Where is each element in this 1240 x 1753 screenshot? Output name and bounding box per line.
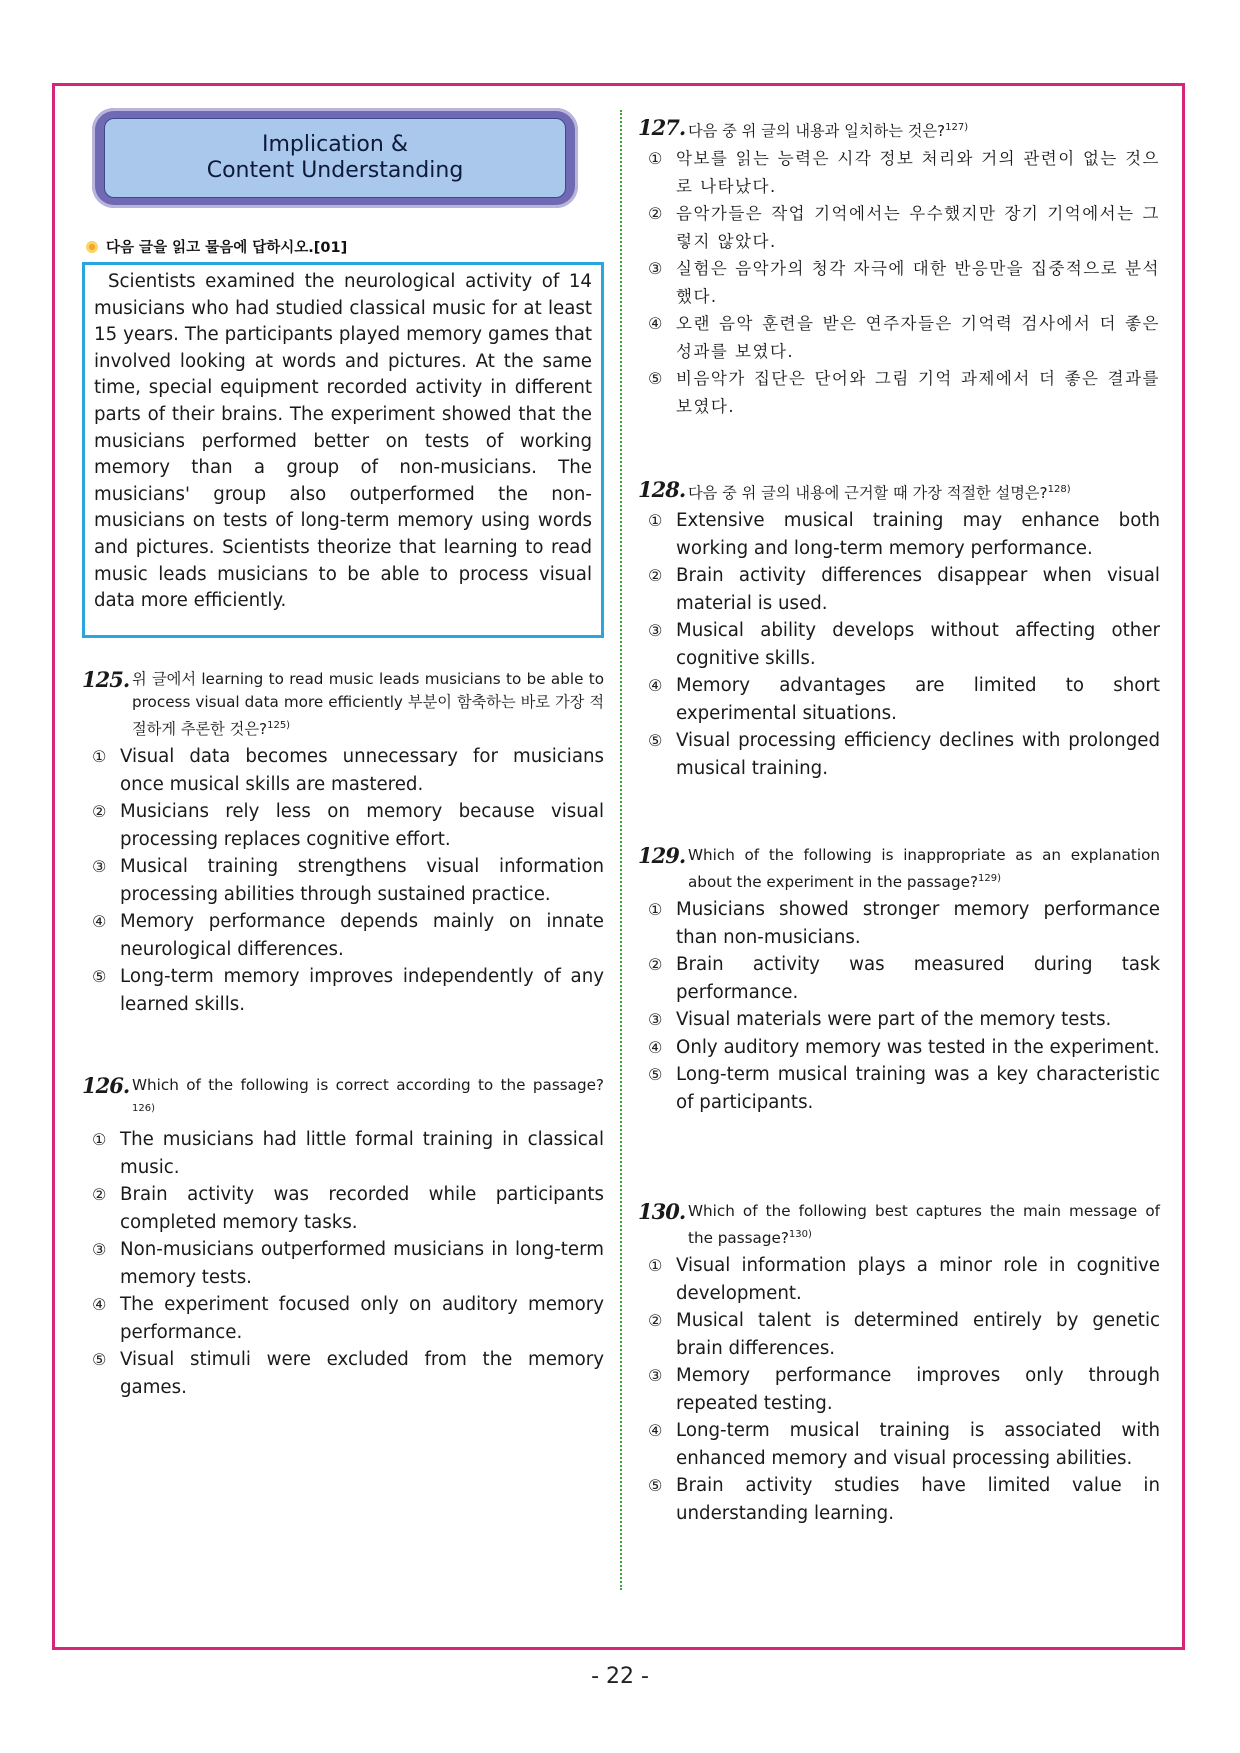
option-marker: ⑤ [648, 1065, 663, 1085]
option-text: Musical talent is determined entirely by genetic brain differences. [676, 1310, 1160, 1359]
answer-options [638, 145, 1160, 420]
banner-title: Implication & Content Understanding [104, 118, 566, 198]
option-text: Visual data becomes unnecessary for musicians once musical skills are mastered. [120, 746, 604, 795]
answer-option-2[interactable] [82, 798, 604, 853]
question-prompt-text: 다음 중 위 글의 내용에 근거할 때 가장 적절한 설명은? [688, 484, 1048, 503]
question-footnote-ref: 126) [132, 1103, 155, 1114]
answer-option-1[interactable] [82, 743, 604, 798]
option-text: 오랜 음악 훈련을 받은 연주자들은 기억력 검사에서 더 좋은 성과를 보였다. [676, 314, 1160, 361]
answer-option-4[interactable] [638, 310, 1160, 365]
answer-option-4[interactable] [638, 672, 1160, 727]
option-text: Visual information plays a minor role in cognitive development. [676, 1255, 1160, 1304]
question-129 [638, 844, 1160, 1116]
option-marker: ② [648, 204, 664, 224]
answer-options [82, 1126, 604, 1401]
option-text: Musical training strengthens visual information processing abilities through sustained practice. [120, 856, 604, 905]
answer-option-1[interactable] [638, 145, 1160, 200]
option-marker: ① [648, 900, 663, 920]
option-text: Musicians rely less on memory because visual processing replaces cognitive effort. [120, 801, 604, 850]
question-prompt [132, 1074, 604, 1124]
option-text: Musicians showed stronger memory performance than non-musicians. [676, 899, 1160, 948]
option-marker: ② [92, 802, 107, 822]
option-text: The experiment focused only on auditory memory performance. [120, 1294, 604, 1343]
question-header [638, 1200, 1160, 1250]
answer-option-2[interactable] [638, 1307, 1160, 1362]
answer-option-5[interactable] [638, 727, 1160, 782]
answer-options [638, 507, 1160, 782]
answer-option-3[interactable] [638, 1006, 1160, 1034]
answer-option-4[interactable] [638, 1417, 1160, 1472]
option-text: Only auditory memory was tested in the experiment. [676, 1036, 1160, 1058]
option-marker: ① [648, 1256, 663, 1276]
option-marker: ④ [648, 314, 664, 334]
answer-option-4[interactable] [638, 1034, 1160, 1062]
option-text: 악보를 읽는 능력은 시각 정보 처리와 거의 관련이 없는 것으로 나타났다. [676, 149, 1160, 196]
option-marker: ① [92, 1130, 107, 1150]
question-footnote-ref: 130) [788, 1229, 812, 1240]
answer-option-2[interactable] [638, 951, 1160, 1006]
option-text: Long-term musical training was a key characteristic of participants. [676, 1064, 1160, 1113]
question-127 [638, 116, 1160, 420]
option-marker: ② [648, 955, 663, 975]
answer-option-3[interactable] [638, 1362, 1160, 1417]
option-marker: ① [648, 149, 664, 169]
answer-option-2[interactable] [638, 200, 1160, 255]
question-prompt [688, 478, 1160, 505]
question-header [638, 116, 1160, 143]
option-text: Memory performance improves only through repeated testing. [676, 1365, 1160, 1414]
question-footnote-ref: 127) [945, 122, 969, 133]
answer-option-5[interactable] [638, 1472, 1160, 1527]
option-marker: ⑤ [648, 731, 663, 751]
option-text: Visual stimuli were excluded from the memory games. [120, 1349, 604, 1398]
option-marker: ③ [648, 1366, 663, 1386]
option-marker: ④ [648, 1037, 663, 1057]
answer-option-4[interactable] [82, 908, 604, 963]
answer-option-5[interactable] [638, 1061, 1160, 1116]
question-prompt [688, 844, 1160, 894]
option-marker: ⑤ [648, 1476, 663, 1496]
question-number: 129. [638, 843, 686, 868]
question-number: 130. [638, 1199, 686, 1224]
option-text: Long-term memory improves independently of any learned skills. [120, 966, 604, 1015]
option-text: Visual materials were part of the memory tests. [676, 1009, 1112, 1031]
option-marker: ① [648, 511, 663, 531]
question-number: 126. [82, 1073, 130, 1098]
question-prompt [688, 1200, 1160, 1250]
option-text: Musical ability develops without affecting other cognitive skills. [676, 620, 1160, 669]
answer-option-2[interactable] [82, 1181, 604, 1236]
option-marker: ④ [92, 1295, 107, 1315]
answer-options [638, 1252, 1160, 1527]
option-text: Non-musicians outperformed musicians in long-term memory tests. [120, 1239, 604, 1288]
option-text: Brain activity differences disappear when visual material is used. [676, 565, 1160, 614]
question-number: 128. [638, 477, 686, 502]
question-prompt-text: Which of the following is inappropriate as an explanation about the experiment in the passage? [688, 846, 1160, 892]
reading-passage: Scientists examined the neurological activity of 14 musicians who had studied classical music for at least 15 years. The participants played memory games that involved looking at words and pictures. At the same time, special equipment recorded activity in different parts of their brains. The experiment showed that the musicians performed better on tests of working memory than a group of non-musicians. The musicians' group also outperformed the non-musicians on tests of long-term memory using words and pictures. Scientists theorize that learning to read music leads musicians to be able to process visual data more efficiently. [82, 262, 604, 638]
option-text: The musicians had little formal training in classical music. [120, 1129, 604, 1178]
question-header [82, 668, 604, 741]
question-footnote-ref: 128) [1047, 484, 1071, 495]
question-number: 125. [82, 667, 130, 692]
answer-option-1[interactable] [638, 507, 1160, 562]
option-text: Brain activity studies have limited value in understanding learning. [676, 1475, 1160, 1524]
option-text: Memory performance depends mainly on innate neurological differences. [120, 911, 604, 960]
question-header [82, 1074, 604, 1124]
answer-option-1[interactable] [638, 896, 1160, 951]
question-130 [638, 1200, 1160, 1527]
option-marker: ② [648, 1311, 663, 1331]
question-prompt-text: Which of the following best captures the main message of the passage? [688, 1202, 1160, 1248]
option-marker: ⑤ [92, 967, 107, 987]
question-prompt [688, 116, 1160, 143]
answer-option-4[interactable] [82, 1291, 604, 1346]
option-marker: ⑤ [92, 1350, 107, 1370]
option-text: Brain activity was measured during task performance. [676, 954, 1160, 1003]
option-text: Brain activity was recorded while participants completed memory tasks. [120, 1184, 604, 1233]
page-number: - 22 - [591, 1664, 649, 1689]
answer-option-5[interactable] [82, 963, 604, 1018]
question-number: 127. [638, 115, 686, 140]
option-marker: ① [92, 747, 107, 767]
question-prompt-text: 다음 중 위 글의 내용과 일치하는 것은? [688, 122, 946, 141]
column-divider [620, 110, 622, 1590]
option-text: Memory advantages are limited to short experimental situations. [676, 675, 1160, 724]
flower-icon [84, 239, 100, 255]
answer-option-1[interactable] [82, 1126, 604, 1181]
question-prompt-text: 위 글에서 learning to read music leads musicians to be able to process visual data more efficiently 부분이 함축하는 바로 가장 적절하게 추론한 것은? [132, 670, 604, 739]
question-126 [82, 1074, 604, 1401]
answer-option-1[interactable] [638, 1252, 1160, 1307]
option-text: Extensive musical training may enhance both working and long-term memory performance. [676, 510, 1160, 559]
question-footnote-ref: 125) [267, 720, 291, 731]
option-text: Visual processing efficiency declines with prolonged musical training. [676, 730, 1160, 779]
instruction [84, 236, 347, 257]
question-header [638, 844, 1160, 894]
option-marker: ④ [648, 1421, 663, 1441]
option-marker: ③ [648, 259, 664, 279]
answer-option-5[interactable] [638, 365, 1160, 420]
option-marker: ③ [92, 857, 107, 877]
option-marker: ② [92, 1185, 107, 1205]
question-prompt [132, 668, 604, 741]
option-marker: ④ [648, 676, 663, 696]
answer-option-3[interactable] [638, 255, 1160, 310]
option-text: 비음악가 집단은 단어와 그림 기억 과제에서 더 좋은 결과를 보였다. [676, 369, 1160, 416]
option-marker: ③ [648, 1010, 663, 1030]
instruction-text: 다음 글을 읽고 물음에 답하시오.[01] [106, 240, 348, 256]
option-marker: ② [648, 566, 663, 586]
option-text: 음악가들은 작업 기억에서는 우수했지만 장기 기억에서는 그렇지 않았다. [676, 204, 1160, 251]
answer-option-2[interactable] [638, 562, 1160, 617]
question-prompt-text: Which of the following is correct according to the passage? [132, 1076, 604, 1094]
question-125 [82, 668, 604, 1018]
option-text: Long-term musical training is associated with enhanced memory and visual processing abilities. [676, 1420, 1160, 1469]
question-128 [638, 478, 1160, 782]
option-marker: ③ [92, 1240, 107, 1260]
question-footnote-ref: 129) [978, 873, 1002, 884]
answer-options [82, 743, 604, 1018]
section-banner [92, 108, 578, 208]
option-marker: ⑤ [648, 369, 664, 389]
answer-option-3[interactable] [82, 853, 604, 908]
option-text: 실험은 음악가의 청각 자극에 대한 반응만을 집중적으로 분석했다. [676, 259, 1160, 306]
answer-option-3[interactable] [638, 617, 1160, 672]
answer-option-3[interactable] [82, 1236, 604, 1291]
answer-option-5[interactable] [82, 1346, 604, 1401]
question-header [638, 478, 1160, 505]
answer-options [638, 896, 1160, 1116]
option-marker: ④ [92, 912, 107, 932]
option-marker: ③ [648, 621, 663, 641]
